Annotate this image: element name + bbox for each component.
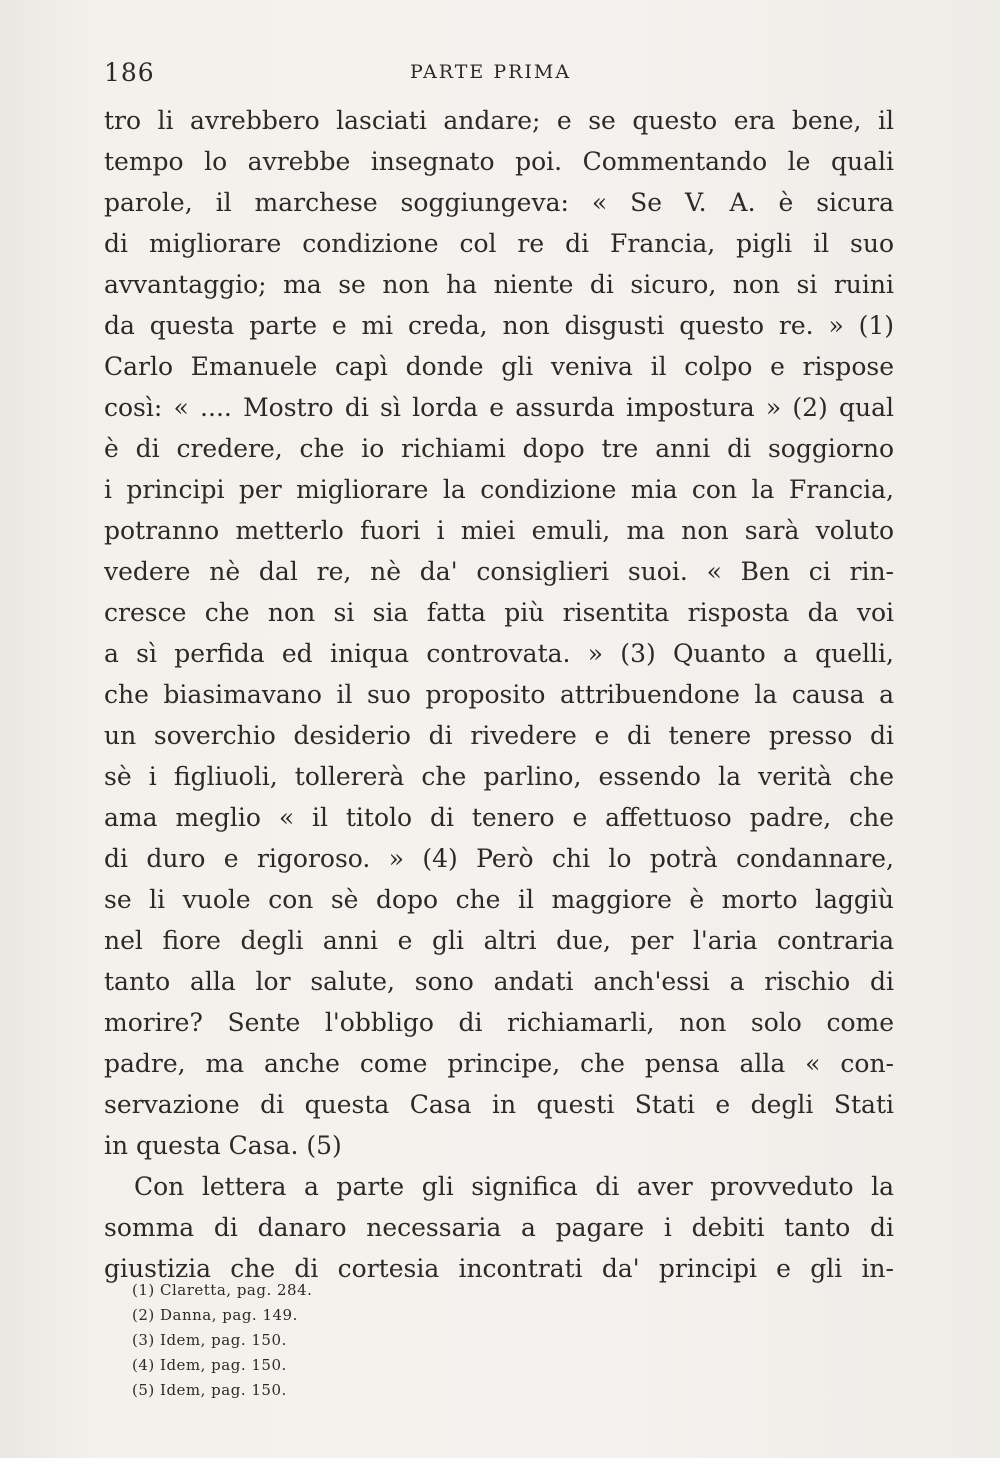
text-line: morire? Sente l'obbligo di richiamarli, non solo come	[104, 1008, 894, 1037]
text-line: avvantaggio; ma se non ha niente di sicuro, non si ruini	[104, 270, 894, 299]
text-line: giustizia che di cortesia incontrati da' principi e gli in-	[104, 1254, 894, 1283]
text-line: in questa Casa. (5)	[104, 1131, 342, 1160]
text-line: sè i figliuoli, tollererà che parlino, essendo la verità che	[104, 762, 894, 791]
text-line: a sì perfida ed iniqua controvata. » (3) Quanto a quelli,	[104, 639, 894, 668]
text-line: i principi per migliorare la condizione mia con la Francia,	[104, 475, 894, 504]
text-line: di duro e rigoroso. » (4) Però chi lo potrà condannare,	[104, 844, 894, 873]
text-line: vedere nè dal re, nè da' consiglieri suoi. « Ben ci rin-	[104, 557, 894, 586]
text-line: tro li avrebbero lasciati andare; e se questo era bene, il	[104, 106, 894, 135]
text-line: se li vuole con sè dopo che il maggiore è morto laggiù	[104, 885, 894, 914]
text-line: ama meglio « il titolo di tenero e affettuoso padre, che	[104, 803, 894, 832]
text-line: così: « .... Mostro di sì lorda e assurda impostura » (2) qual	[104, 393, 894, 422]
page-header	[104, 58, 894, 92]
text-line: padre, ma anche come principe, che pensa alla « con-	[104, 1049, 894, 1078]
text-line: servazione di questa Casa in questi Stati e degli Stati	[104, 1090, 894, 1119]
text-line: tempo lo avrebbe insegnato poi. Commentando le quali	[104, 147, 894, 176]
text-line: parole, il marchese soggiungeva: « Se V. A. è sicura	[104, 188, 894, 217]
text-line: nel fiore degli anni e gli altri due, per l'aria contraria	[104, 926, 894, 955]
text-line: Con lettera a parte gli significa di aver provveduto la	[134, 1172, 894, 1201]
footnote: (3) Idem, pag. 150.	[132, 1331, 287, 1349]
text-line: che biasimavano il suo proposito attribuendone la causa a	[104, 680, 894, 709]
footnote: (5) Idem, pag. 150.	[132, 1381, 287, 1399]
text-line: tanto alla lor salute, sono andati anch'essi a rischio di	[104, 967, 894, 996]
text-line: Carlo Emanuele capì donde gli veniva il colpo e rispose	[104, 352, 894, 381]
running-head: PARTE PRIMA	[410, 61, 572, 83]
body-text	[104, 100, 894, 1289]
text-line: somma di danaro necessaria a pagare i debiti tanto di	[104, 1213, 894, 1242]
page-number: 186	[104, 58, 155, 87]
footnote: (2) Danna, pag. 149.	[132, 1306, 298, 1324]
text-line: di migliorare condizione col re di Francia, pigli il suo	[104, 229, 894, 258]
footnotes	[132, 1278, 532, 1403]
footnote: (1) Claretta, pag. 284.	[132, 1281, 313, 1299]
text-line: un soverchio desiderio di rivedere e di tenere presso di	[104, 721, 894, 750]
text-line: cresce che non si sia fatta più risentita risposta da voi	[104, 598, 894, 627]
text-line: potranno metterlo fuori i miei emuli, ma non sarà voluto	[104, 516, 894, 545]
footnote: (4) Idem, pag. 150.	[132, 1356, 287, 1374]
text-line: è di credere, che io richiami dopo tre anni di soggiorno	[104, 434, 894, 463]
text-line: da questa parte e mi creda, non disgusti questo re. » (1)	[104, 311, 894, 340]
